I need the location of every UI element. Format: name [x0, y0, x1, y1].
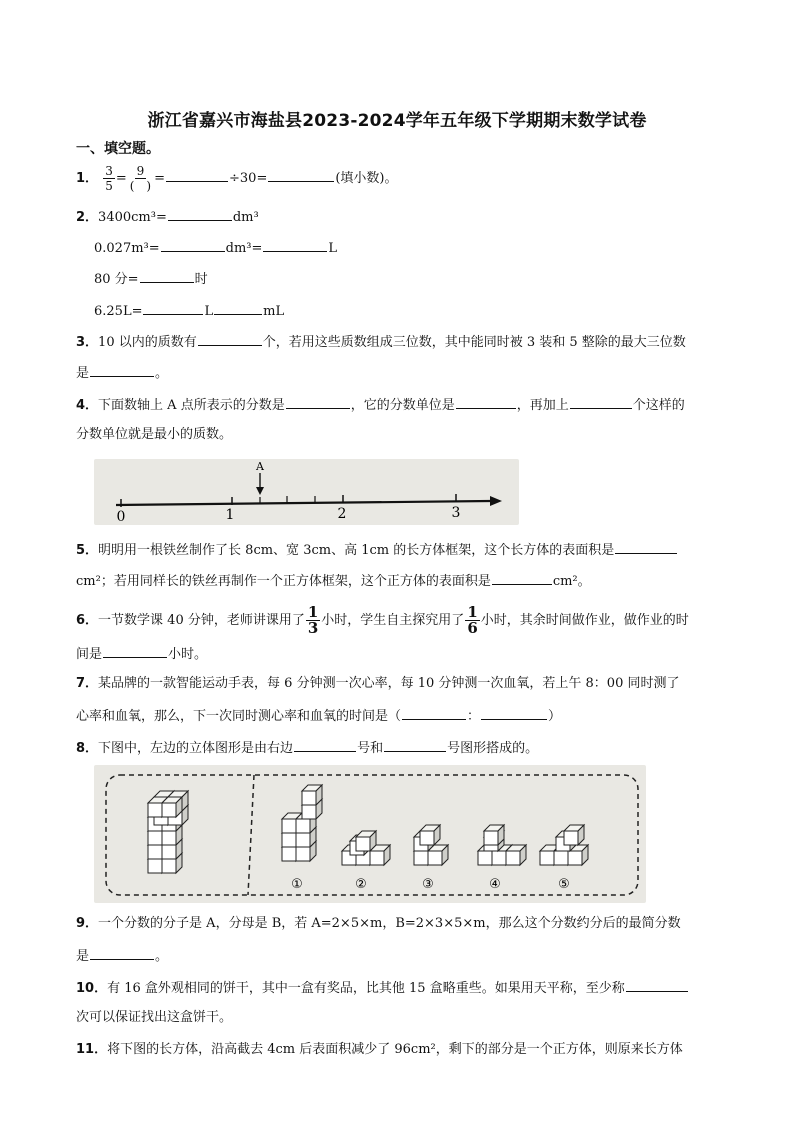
- axis-label-2: 2: [337, 506, 347, 522]
- question-1: 1． $\frac{3}{5}$ = $\frac{9}{( )}$ = ÷30= (填小数)。: [76, 164, 398, 193]
- question-2-line-1: 2．3400cm³= dm³: [76, 206, 259, 228]
- answer-blank[interactable]: [143, 300, 203, 315]
- option-1-solid: [282, 785, 322, 861]
- answer-blank[interactable]: [615, 539, 677, 554]
- dashed-divider: [248, 775, 254, 895]
- fraction-1-6: $\frac{1}{6}$: [467, 603, 478, 637]
- question-8: 8．下图中，左边的立体图形是由右边 号和 号图形搭成的。: [76, 737, 538, 759]
- question-10-line-2: 次可以保证找出这盒饼干。: [76, 1010, 233, 1025]
- question-9-line-2: 是 。: [76, 945, 168, 967]
- answer-blank[interactable]: [168, 206, 232, 221]
- question-2-line-3: 80 分= 时: [94, 268, 208, 290]
- number-line-svg: [94, 459, 519, 525]
- cube-figure-svg: [94, 765, 646, 903]
- answer-blank[interactable]: [286, 394, 350, 409]
- cube-figure: [94, 765, 646, 903]
- option-label-2: ②: [355, 877, 367, 892]
- question-6-line-1: 6．一节数学课 40 分钟，老师讲课用了 $\frac{1}{3}$ 小时，学生自主探究用了 $\frac{1}{6}$ 小时，其余时间做作业，做作业的时: [76, 603, 689, 637]
- answer-blank[interactable]: [402, 705, 466, 720]
- answer-blank[interactable]: [456, 394, 516, 409]
- answer-blank[interactable]: [166, 167, 228, 182]
- axis-line: [116, 501, 490, 505]
- question-7-line-1: 7．某品牌的一款智能运动手表，每 6 分钟测一次心率，每 10 分钟测一次血氧，若上午 8：00 同时测了: [76, 676, 680, 691]
- question-2-line-4: 6.25L= L mL: [94, 300, 284, 322]
- answer-blank[interactable]: [90, 362, 154, 377]
- axis-arrow: [490, 496, 502, 506]
- fraction-1-3: $\frac{1}{3}$: [307, 603, 319, 637]
- question-10-line-1: 10．有 16 盒外观相同的饼干，其中一盒有奖品，比其他 15 盒略重些。如果用天平称，至少称: [76, 977, 689, 999]
- question-3-line-1: 3．10 以内的质数有 个，若用这些质数组成三位数，其中能同时被 3 装和 5 整除的最大三位数: [76, 331, 686, 353]
- option-label-1: ①: [291, 877, 303, 892]
- answer-blank[interactable]: [294, 737, 356, 752]
- question-4-line-1: 4．下面数轴上 A 点所表示的分数是 ，它的分数单位是 ，再加上 个这样的: [76, 394, 685, 416]
- question-2-line-2: 0.027m³= dm³= L: [94, 237, 337, 259]
- option-4-solid: [478, 825, 526, 865]
- answer-blank[interactable]: [140, 268, 194, 283]
- point-a-label: A: [256, 460, 264, 473]
- fraction-9-blank: $\frac{9}{( )}$: [129, 164, 152, 193]
- answer-blank[interactable]: [198, 331, 262, 346]
- option-3-solid: [414, 825, 448, 865]
- answer-blank[interactable]: [103, 643, 167, 658]
- question-6-line-2: 间是 小时。: [76, 643, 207, 665]
- question-7-line-2: 心率和血氧，那么，下一次同时测心率和血氧的时间是（ ： ）: [76, 705, 561, 727]
- axis-label-1: 1: [225, 507, 235, 523]
- question-4-line-2: 分数单位就是最小的质数。: [76, 427, 233, 442]
- answer-blank[interactable]: [384, 737, 446, 752]
- answer-blank[interactable]: [161, 237, 225, 252]
- option-label-5: ⑤: [558, 877, 570, 892]
- answer-blank[interactable]: [90, 945, 154, 960]
- question-5-line-1: 5．明明用一根铁丝制作了长 8cm、宽 3cm、高 1cm 的长方体框架，这个长方体的表面积是: [76, 539, 678, 561]
- composite-solid: [148, 791, 188, 873]
- fraction-3-5: $\frac{3}{5}$: [105, 164, 113, 193]
- option-5-solid: [540, 825, 588, 865]
- page-title: 浙江省嘉兴市海盐县2023-2024学年五年级下学期期末数学试卷: [147, 111, 647, 131]
- answer-blank[interactable]: [481, 705, 547, 720]
- question-3-line-2: 是 。: [76, 362, 168, 384]
- answer-blank[interactable]: [626, 977, 688, 992]
- option-label-3: ③: [422, 877, 434, 892]
- answer-blank[interactable]: [263, 237, 327, 252]
- question-9-line-1: 9．一个分数的分子是 A，分母是 B，若 A=2×5×m，B=2×3×5×m，那么这个分数约分后的最简分数: [76, 916, 681, 931]
- axis-label-0: 0: [116, 509, 126, 525]
- question-5-line-2: cm²；若用同样长的铁丝再制作一个正方体框架，这个正方体的表面积是 cm²。: [76, 570, 591, 592]
- option-label-4: ④: [489, 877, 501, 892]
- section-heading: 一、填空题。: [76, 141, 160, 157]
- answer-blank[interactable]: [268, 167, 334, 182]
- answer-blank[interactable]: [492, 570, 552, 585]
- answer-blank[interactable]: [214, 300, 262, 315]
- question-11-line-1: 11．将下图的长方体，沿高截去 4cm 后表面积减少了 96cm²，剩下的部分是一个正方体，则原来长方体: [76, 1042, 683, 1057]
- axis-label-3: 3: [451, 505, 461, 521]
- answer-blank[interactable]: [570, 394, 632, 409]
- number-line-figure: [94, 459, 519, 525]
- option-2-solid: [342, 831, 390, 865]
- point-a-arrow-head: [256, 487, 264, 495]
